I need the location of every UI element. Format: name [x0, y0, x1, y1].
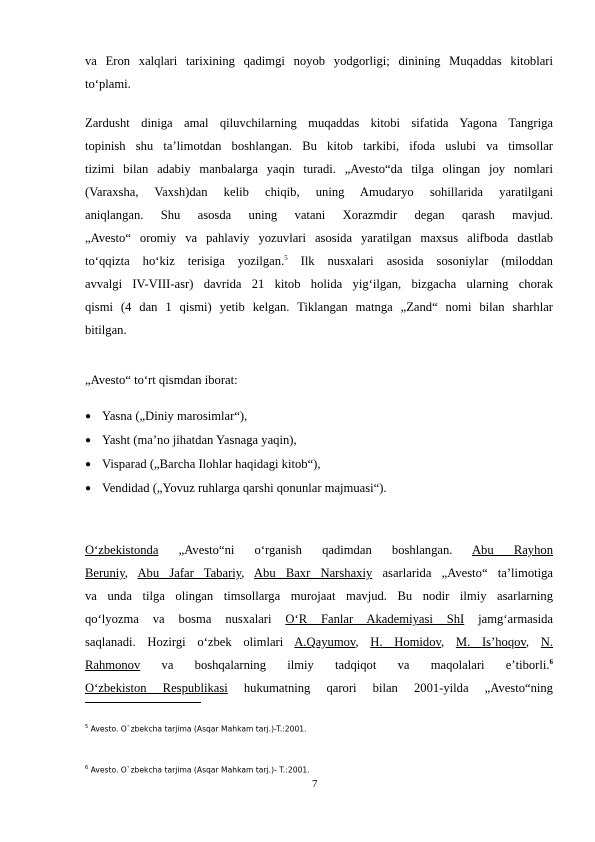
link-abu-rayhon[interactable]: Abu Rayhon: [471, 543, 553, 557]
list-item: [85, 429, 553, 452]
text-line: [85, 677, 553, 700]
link-abu-baxr-narshaxiy[interactable]: Abu Baxr Narshaxiy: [253, 566, 373, 580]
text-fragment: jamg‘armasida: [464, 612, 554, 626]
footnote-text: Avesto. O`zbekcha tarjima (Asqar Mahkam tarj.)- T.:2001.: [88, 765, 310, 775]
text-line: qismi (4 dan 1 qismi) yetib kelgan. Tiklangan matnga „Zand“ nomi bilan sharhlar: [85, 300, 553, 314]
text-line: [85, 250, 553, 273]
text-line: tizimi bilan adabiy manbalarga yaqin turadi. „Avesto“da tilga olingan joy nomlari: [85, 162, 553, 176]
list-item: [85, 453, 553, 476]
footnote-5: [85, 724, 307, 734]
footnote-number: 6: [85, 765, 89, 771]
list-item-text: Visparad („Barcha Ilohlar haqidagi kitob“),: [102, 457, 321, 471]
text-line: [85, 654, 553, 677]
link-a-qayumov[interactable]: A.Qayumov: [294, 635, 356, 649]
text-line: „Avesto“ to‘rt qismdan iborat:: [85, 373, 238, 387]
text-fragment: „Avesto“ni o‘rganish qadimdan boshlangan.: [158, 543, 472, 557]
list-item-text: Yasna („Diniy marosimlar“),: [102, 409, 248, 423]
separator: ,: [441, 635, 456, 649]
text-fragment: hukumatning qarori bilan 2001-yilda „Avesto“ning: [227, 681, 553, 695]
text-line: avvalgi IV-VIII-asr) davrida 21 kitob holida yig‘ilgan, bizgacha ularning chorak: [85, 277, 553, 291]
text-fragment: asarlarida „Avesto“ taʼlimotiga: [372, 566, 554, 580]
text-line: [85, 631, 553, 654]
bullet-icon: ●: [85, 483, 92, 494]
text-line: to‘plami.: [85, 77, 131, 91]
separator: ,: [525, 635, 541, 649]
text-line: [85, 539, 553, 562]
link-h-homidov[interactable]: H. Homidov: [370, 635, 441, 649]
link-n-rahmonov[interactable]: N.: [540, 635, 554, 649]
list-item-text: Yasht (maʼno jihatdan Yasnaga yaqin),: [102, 433, 297, 447]
bullet-icon: ●: [85, 459, 92, 470]
text-line: (Varaxsha, Vaxsh)dan kelib chiqib, uning Amudaryo sohillarida yaratilgani: [85, 185, 553, 199]
footnote-number: 5: [85, 724, 89, 730]
text-fragment: qo‘lyozma va bosma nusxalari: [85, 612, 286, 626]
link-fanlar-akademiyasi[interactable]: O‘R Fanlar Akademiyasi ShI: [285, 612, 465, 626]
parts-heading: [85, 369, 553, 392]
paragraph-uzbekistan: [85, 539, 553, 700]
list-item-text: Vendidad („Yovuz ruhlarga qarshi qonunlar majmuasi“).: [102, 481, 387, 495]
separator: ,: [124, 566, 138, 580]
text-fragment: Ilk nusxalari asosida sosoniylar (miloddan: [287, 254, 553, 268]
text-line: va unda tilga olingan timsollarga murojaat mavjud. Bu nodir ilmiy asarlarning: [85, 589, 553, 603]
separator: ,: [355, 635, 371, 649]
text-line: „Avesto“ oromiy va pahlaviy yozuvlari asosida yaratilgan maxsus alifboda dastlab: [85, 231, 553, 245]
text-fragment: va boshqalarning ilmiy tadqiqot va maqolalari eʼtiborli.: [140, 658, 550, 672]
page-number: 7: [312, 778, 318, 790]
text-line: aniqlangan. Shu asosda uning vatani Xorazmdir degan qarash mavjud.: [85, 208, 553, 222]
list-item: [85, 405, 553, 428]
text-fragment: to‘qqizta ho‘kiz terisiga yozilgan.: [85, 254, 285, 268]
footnote-ref-5[interactable]: 5: [284, 253, 288, 262]
text-line: topinish shu taʼlimotdan boshlangan. Bu kitob tarkibi, ifoda uslubi va timsollar: [85, 139, 553, 153]
text-line: Zardusht diniga amal qiluvchilarning muqaddas kitobi sifatida Yagona Tangriga: [85, 116, 553, 130]
separator: ,: [241, 566, 254, 580]
link-beruniy[interactable]: Beruniy: [85, 566, 125, 580]
link-uzbekiston-respublikasi[interactable]: O‘zbekiston Respublikasi: [85, 681, 228, 695]
link-uzbekistonda[interactable]: O‘zbekistonda: [85, 543, 159, 557]
bullet-icon: ●: [85, 411, 92, 422]
text-line: bitilgan.: [85, 323, 127, 337]
text-fragment: saqlanadi. Hozirgi o‘zbek olimlari: [85, 635, 295, 649]
text-line: [85, 608, 553, 631]
footnote-6: [85, 765, 310, 775]
paragraph-zardusht: [85, 112, 553, 342]
text-line: va Eron xalqlari tarixining qadimgi noyob yodgorligi; dinining Muqaddas kitoblari: [85, 54, 553, 68]
bullet-icon: ●: [85, 435, 92, 446]
footnote-divider: [85, 702, 201, 703]
footnote-text: Avesto. O`zbekcha tarjima (Asqar Mahkam tarj.)-T.:2001.: [88, 724, 307, 734]
intro-paragraph: [85, 50, 553, 96]
link-abu-jafar-tabariy[interactable]: Abu Jafar Tabariy: [137, 566, 242, 580]
link-rahmonov[interactable]: Rahmonov: [85, 658, 141, 672]
link-m-ishoqov[interactable]: M. Isʼhoqov: [455, 635, 526, 649]
footnote-ref-6[interactable]: 6: [549, 657, 553, 666]
list-item: [85, 477, 553, 500]
text-line: [85, 562, 553, 585]
